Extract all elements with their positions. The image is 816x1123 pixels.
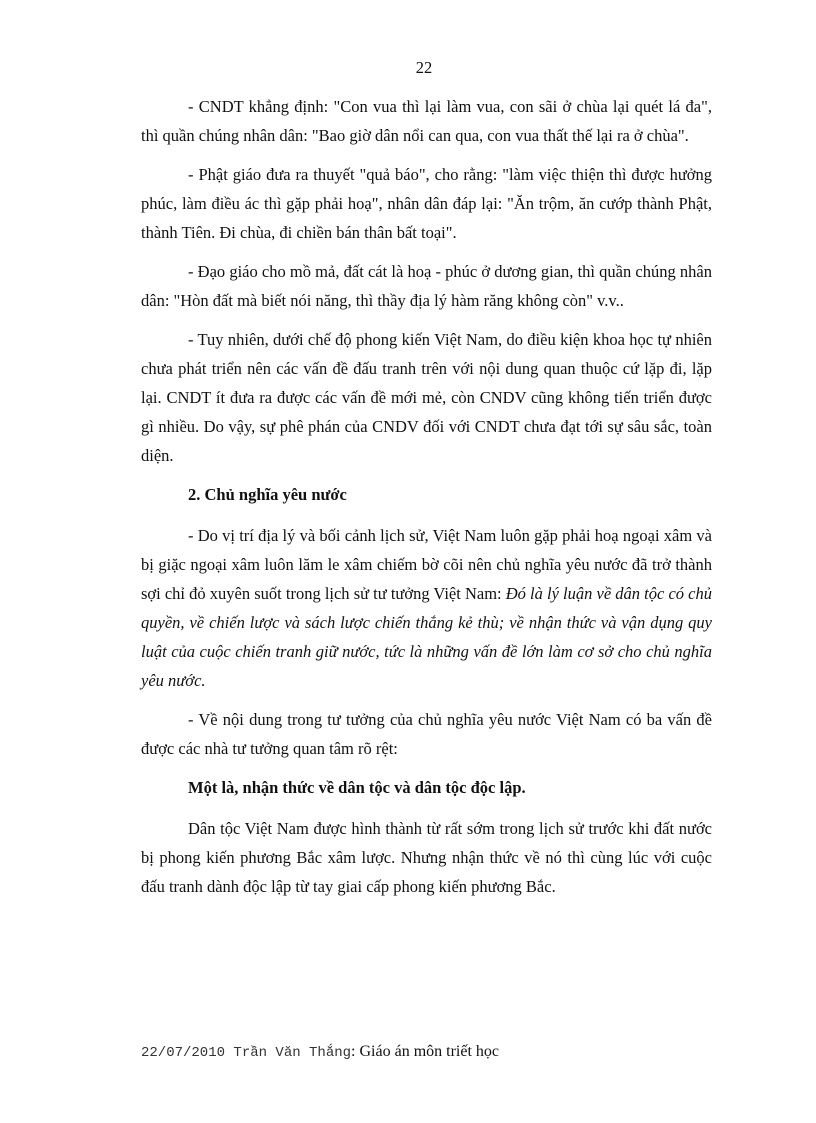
paragraph-dao-giao: - Đạo giáo cho mồ mả, đất cát là hoạ - phúc ở dương gian, thì quần chúng nhân dân: "Hòn đất mà biết nói năng, thì thầy địa lý hàm răng không còn" v.v.. — [141, 262, 712, 310]
paragraph-dan-toc: Dân tộc Việt Nam được hình thành từ rất sớm trong lịch sử trước khi đất nước bị phong kiến phương Bắc xâm lược. Nhưng nhận thức về nó thì cùng lúc với cuộc đấu tranh dành độc lập từ tay giai cấp phong kiến phương Bắc. — [141, 819, 712, 896]
paragraph-cndt: - CNDT khẳng định: "Con vua thì lại làm vua, con sãi ở chùa lại quét lá đa", thì quần chúng nhân dân: "Bao giờ dân nổi can qua, con vua thất thế lại ra ở chùa". — [141, 97, 712, 145]
paragraph-vi-tri-dia-ly-italic: Đó là lý luận về dân tộc có chủ quyền, về chiến lược và sách lược chiến thắng kẻ thù; về nhận thức và vận dụng quy luật của cuộc chiến tranh giữ nước, tức là những vấn đề lớn làm cơ sở cho chủ nghĩa yêu nước. — [141, 584, 712, 690]
document-body — [141, 92, 712, 911]
footer-title: : Giáo án môn triết học — [351, 1043, 500, 1060]
paragraph-vi-tri-dia-ly — [141, 521, 712, 695]
page-footer — [141, 1043, 499, 1061]
section-heading: 2. Chủ nghĩa yêu nước — [188, 485, 347, 504]
paragraph-noi-dung: - Về nội dung trong tư tưởng của chủ nghĩa yêu nước Việt Nam có ba vấn đề được các nhà tư tưởng quan tâm rõ rệt: — [141, 710, 712, 758]
paragraph-vi-tri-dia-ly-text: - Do vị trí địa lý và bối cảnh lịch sử, Việt Nam luôn gặp phải hoạ ngoại xâm và bị giặc ngoại xâm luôn lăm le xâm chiếm bờ cõi nên chủ nghĩa yêu nước đã trở thành sợi chỉ đỏ xuyên suốt trong lịch sử tư tưởng Việt Nam: — [141, 526, 712, 603]
page-number: 22 — [415, 58, 433, 77]
footer-date-author: 22/07/2010 Trần Văn Thắng — [141, 1045, 352, 1061]
paragraph-tuy-nhien: - Tuy nhiên, dưới chế độ phong kiến Việt Nam, do điều kiện khoa học tự nhiên chưa phát triển nên các vấn đề đấu tranh trên với nội dung quan thuộc cứ lặp đi, lặp lại. CNDT ít đưa ra được các vấn đề mới mẻ, còn CNDV cũng không tiến triển được gì nhiều. Do vậy, sự phê phán của CNDV đối với CNDT chưa đạt tới sự sâu sắc, toàn diện. — [141, 330, 712, 465]
paragraph-phat-giao: - Phật giáo đưa ra thuyết "quả báo", cho rằng: "làm việc thiện thì được hưởng phúc, làm điều ác thì gặp phải hoạ", nhân dân đáp lại: "Ăn trộm, ăn cướp thành Phật, thành Tiên. Đi chùa, đi chiền bán thân bất toại". — [141, 165, 712, 242]
subsection-heading: Một là, nhận thức về dân tộc và dân tộc độc lập. — [188, 778, 526, 797]
